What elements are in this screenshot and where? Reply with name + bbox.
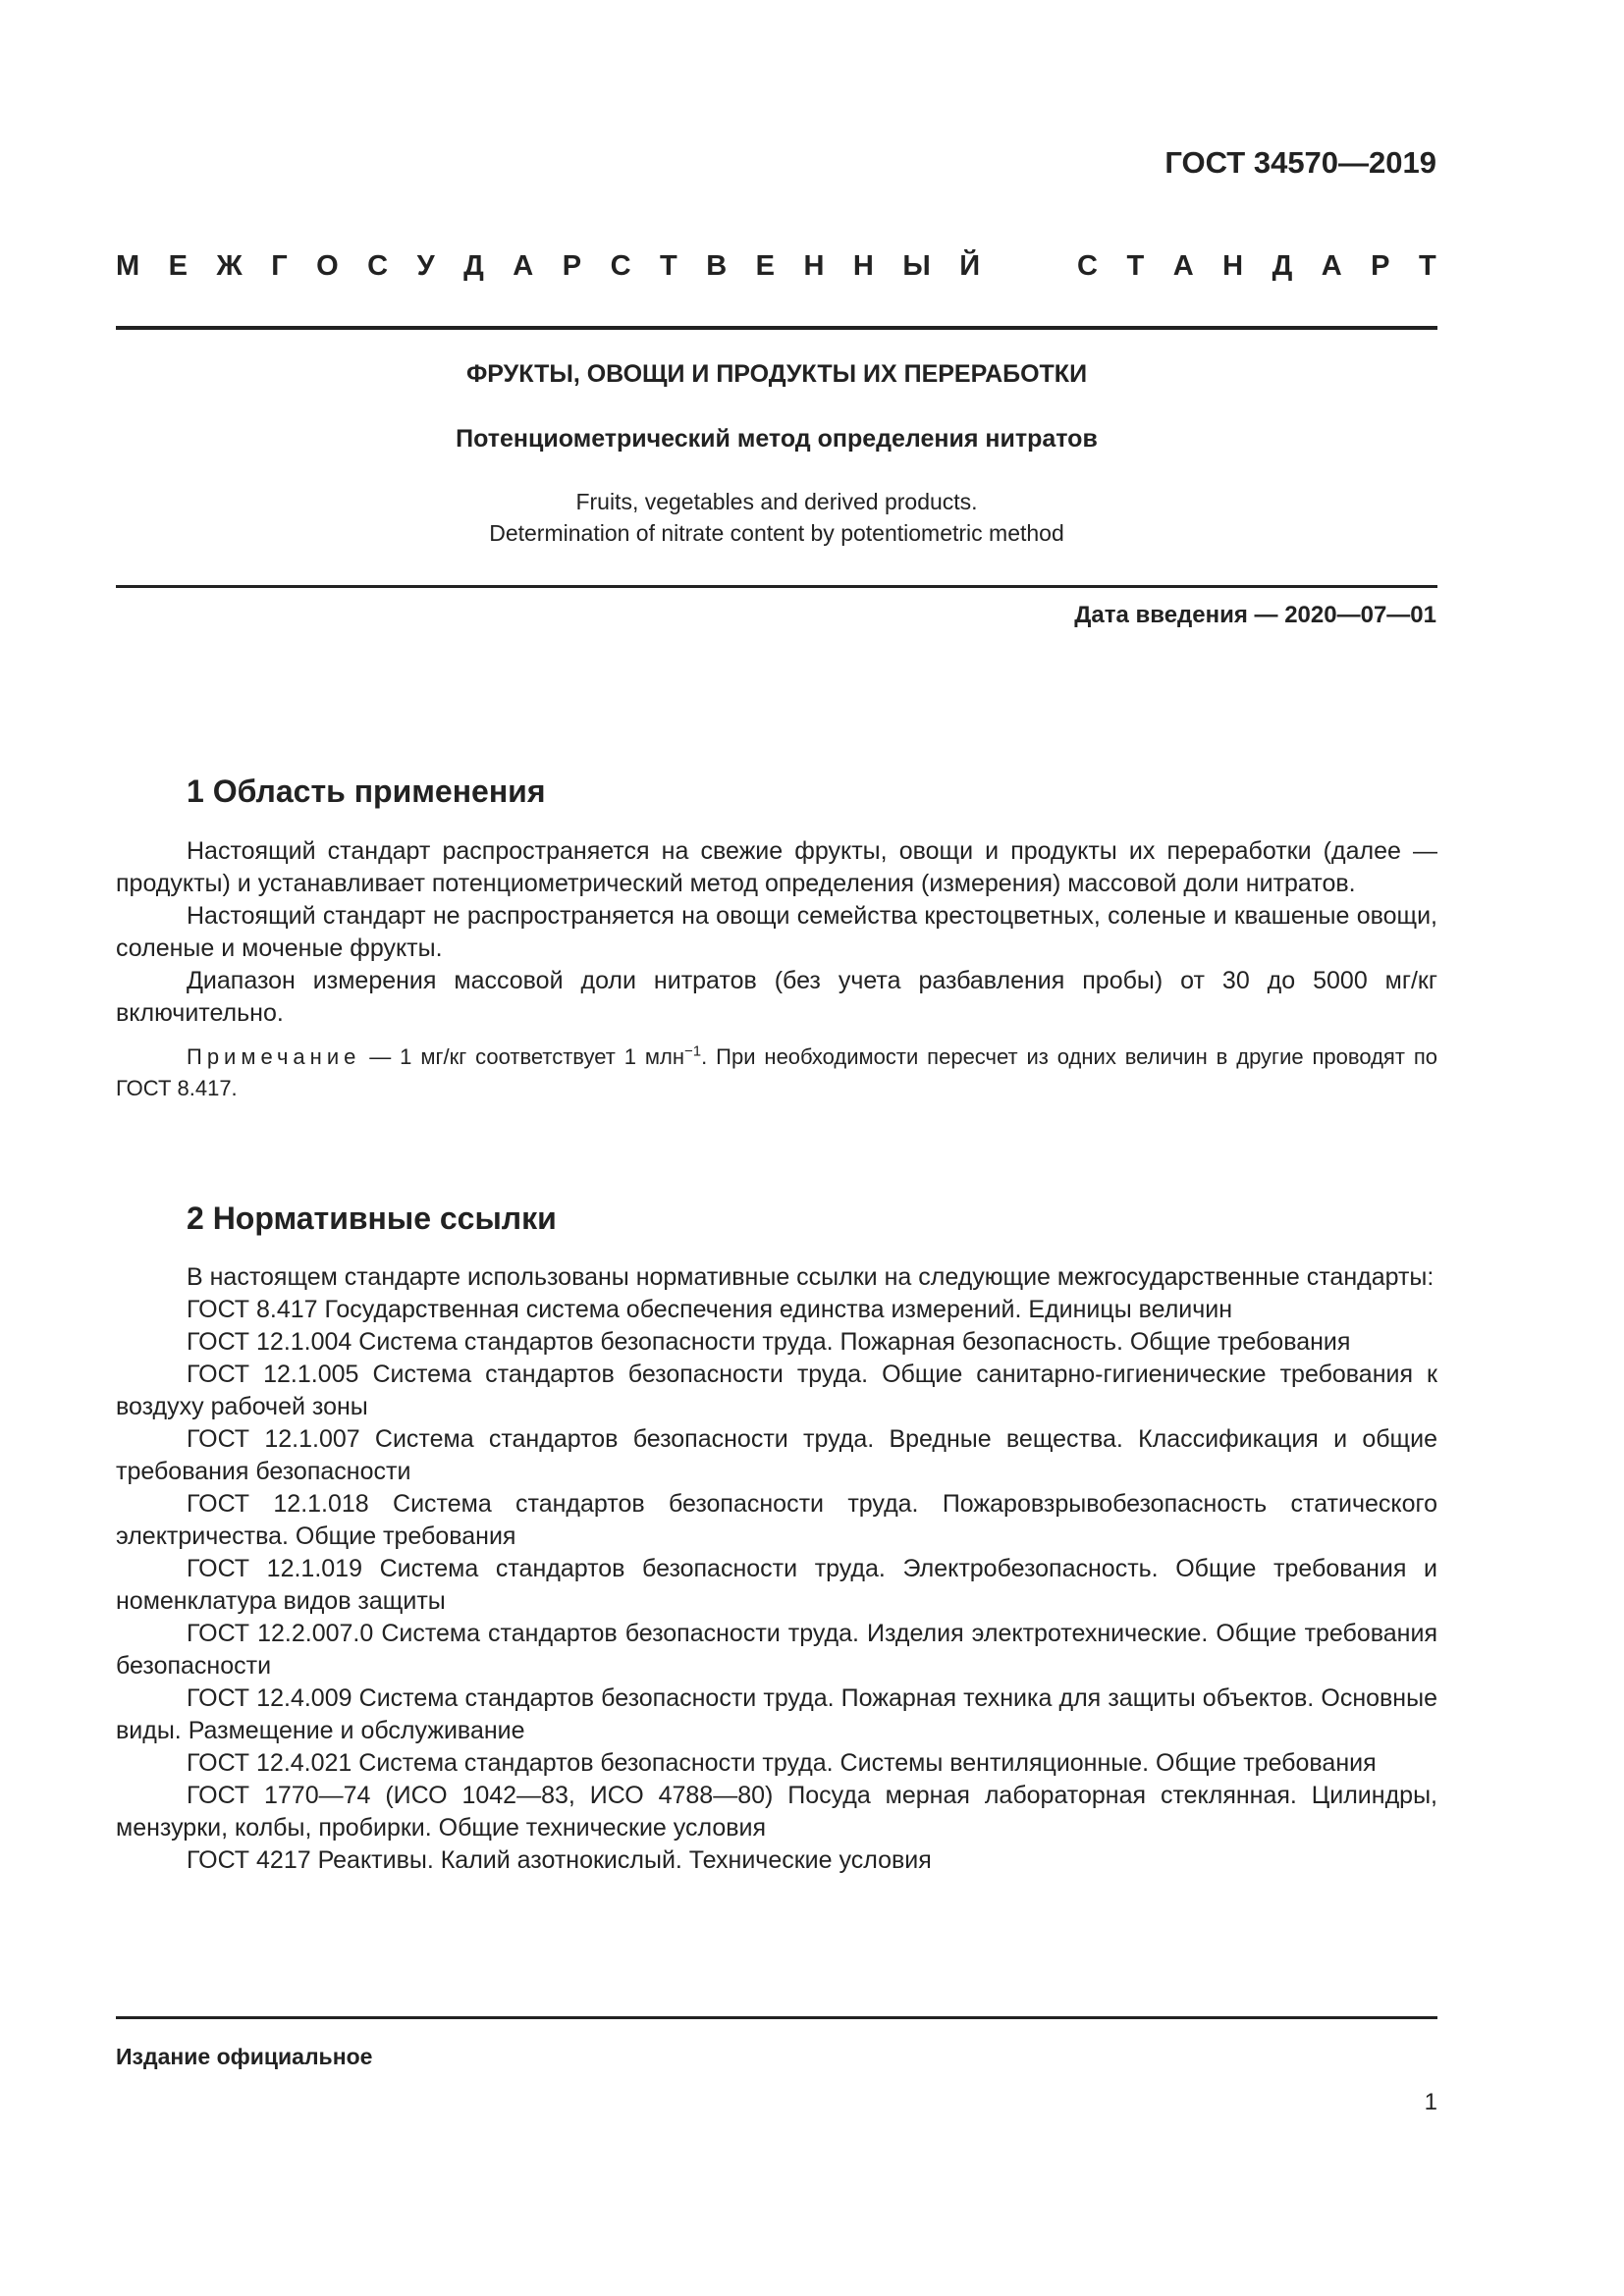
interstate-letter: Е [168, 250, 188, 282]
reference-item: ГОСТ 8.417 Государственная система обеспечения единства измерений. Единицы величин [187, 1296, 1233, 1323]
reference-item: ГОСТ 4217 Реактивы. Калий азотнокислый. Технические условия [187, 1846, 932, 1874]
footer-rule [116, 2016, 1437, 2019]
interstate-letter: М [116, 250, 140, 282]
interstate-letter: Р [562, 250, 582, 282]
interstate-letter: Ж [216, 250, 243, 282]
interstate-letter: Й [959, 250, 981, 282]
note-label: Примечание [187, 1044, 361, 1069]
note-superscript: −1 [684, 1042, 702, 1060]
interstate-letter: Д [1272, 250, 1293, 282]
interstate-letter: С [1077, 250, 1098, 282]
interstate-letter: А [1172, 250, 1194, 282]
paragraph: Диапазон измерения массовой доли нитратов (без учета разбавления пробы) от 30 до 5000 мг/кг включительно. [116, 967, 1437, 1027]
paragraph: В настоящем стандарте использованы нормативные ссылки на следующие межгосударственные стандарты: [187, 1263, 1435, 1291]
section2-body [116, 1261, 1437, 1877]
interstate-letter: О [316, 250, 339, 282]
paragraph: Настоящий стандарт не распространяется на овощи семейства крестоцветных, соленые и квашеные овощи, соленые и моченые фрукты. [116, 902, 1437, 962]
letter-gap [1009, 250, 1049, 283]
top-rule [116, 326, 1437, 330]
section1-heading: 1 Область применения [187, 774, 546, 809]
paragraph: Настоящий стандарт распространяется на свежие фрукты, овощи и продукты их переработки (далее — продукты) и устанавливает потенциометрический метод определения (измерения) массовой доли нитратов. [116, 837, 1437, 897]
interstate-letter: Т [1126, 250, 1145, 282]
title-english-line1: Fruits, vegetables and derived products. [575, 489, 978, 514]
title-russian: ФРУКТЫ, ОВОЩИ И ПРОДУКТЫ ИХ ПЕРЕРАБОТКИ [465, 360, 1088, 388]
title-bottom-rule [116, 585, 1437, 588]
official-edition-label: Издание официальное [116, 2044, 373, 2069]
reference-item: ГОСТ 12.1.004 Система стандартов безопасности труда. Пожарная безопасность. Общие требования [187, 1328, 1351, 1356]
interstate-letter: Т [1418, 250, 1436, 282]
reference-item: ГОСТ 1770—74 (ИСО 1042—83, ИСО 4788—80) Посуда мерная лабораторная стеклянная. Цилиндры, мензурки, колбы, пробирки. Общие технические условия [116, 1782, 1437, 1842]
reference-item: ГОСТ 12.4.021 Система стандартов безопасности труда. Системы вентиляционные. Общие требования [187, 1749, 1377, 1777]
reference-item: ГОСТ 12.1.019 Система стандартов безопасности труда. Электробезопасность. Общие требования и номенклатура видов защиты [116, 1555, 1437, 1615]
reference-item: ГОСТ 12.1.018 Система стандартов безопасности труда. Пожаровзрывобезопасность статического электричества. Общие требования [116, 1490, 1437, 1550]
interstate-letter: Т [660, 250, 677, 282]
interstate-standard-label [116, 250, 1436, 283]
interstate-letter: Д [463, 250, 484, 282]
interstate-letter: Ы [902, 250, 931, 282]
section2-heading: 2 Нормативные ссылки [187, 1201, 557, 1236]
interstate-letter: Н [803, 250, 825, 282]
interstate-letter: У [416, 250, 435, 282]
reference-item: ГОСТ 12.1.007 Система стандартов безопасности труда. Вредные вещества. Классификация и общие требования безопасности [116, 1425, 1437, 1485]
reference-item: ГОСТ 12.4.009 Система стандартов безопасности труда. Пожарная техника для защиты объектов. Основные виды. Размещение и обслуживание [116, 1684, 1437, 1744]
interstate-letter: Р [1371, 250, 1390, 282]
section1-body [116, 835, 1437, 1104]
reference-item: ГОСТ 12.1.005 Система стандартов безопасности труда. Общие санитарно-гигиенические требования к воздуху рабочей зоны [116, 1361, 1437, 1420]
interstate-letter: А [513, 250, 534, 282]
interstate-letter: В [706, 250, 728, 282]
note-text: — 1 мг/кг соответствует 1 млн [360, 1044, 685, 1069]
title-english-line2: Determination of nitrate content by potentiometric method [489, 520, 1064, 546]
interstate-letter: С [610, 250, 631, 282]
page-number: 1 [1424, 2089, 1437, 2115]
reference-item: ГОСТ 12.2.007.0 Система стандартов безопасности труда. Изделия электротехнические. Общие требования безопасности [116, 1620, 1437, 1680]
note [116, 1041, 1437, 1104]
interstate-letter: Н [852, 250, 874, 282]
interstate-letter: С [367, 250, 389, 282]
interstate-letter: А [1321, 250, 1342, 282]
interstate-letter: Е [755, 250, 775, 282]
interstate-letter: Н [1222, 250, 1244, 282]
document-code: ГОСТ 34570—2019 [1164, 145, 1436, 180]
interstate-letter: Г [271, 250, 288, 282]
subtitle-russian: Потенциометрический метод определения нитратов [456, 425, 1098, 453]
introduction-date: Дата введения — 2020—07—01 [1074, 602, 1436, 628]
note-text: . При необходимости пересчет из одних величин в другие проводят по ГОСТ 8.417. [116, 1044, 1437, 1100]
